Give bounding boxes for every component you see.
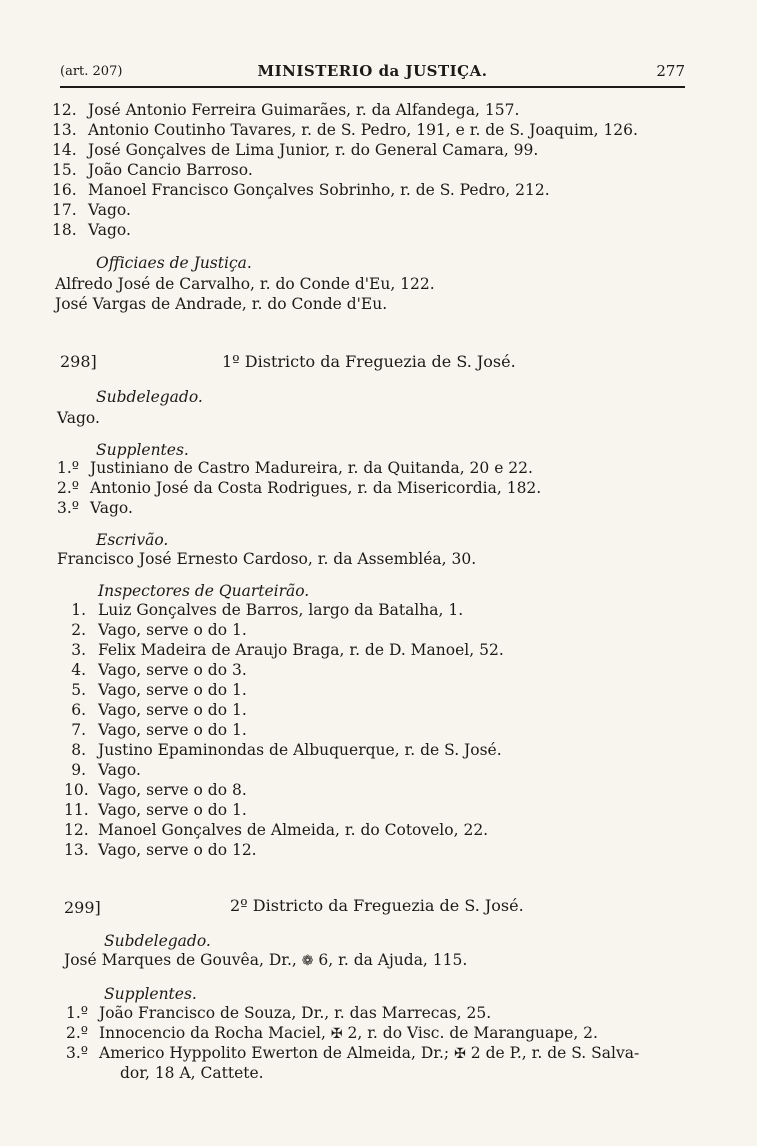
list-item: 8. Justino Epaminondas de Albuquerque, r. de S. José.: [71, 741, 502, 759]
list-item: 1. Luiz Gonçalves de Barros, largo da Batalha, 1.: [71, 601, 464, 619]
section-number: 298]: [60, 352, 97, 371]
list-item: 13. Vago, serve o do 12.: [64, 841, 257, 859]
list-item-continuation: dor, 18 A, Cattete.: [120, 1064, 264, 1082]
list-item: 2. Vago, serve o do 1.: [71, 621, 247, 639]
section-title: 2º Districto da Freguezia de S. José.: [230, 896, 524, 915]
officiaes-heading: Officiaes de Justiça.: [96, 254, 252, 272]
list-item: 4. Vago, serve o do 3.: [71, 661, 247, 679]
officiaes-line: José Vargas de Andrade, r. do Conde d'Eu.: [55, 295, 388, 313]
subdelegado-name: Vago.: [57, 409, 100, 427]
header-rule: [60, 86, 685, 88]
inspectores-heading: Inspectores de Quarteirão.: [98, 582, 310, 600]
subdelegado-name: José Marques de Gouvêa, Dr., ❁ 6, r. da Ajuda, 115.: [64, 951, 468, 969]
order-rose-icon: ❁: [301, 953, 314, 969]
list-item: 3. Felix Madeira de Araujo Braga, r. de D. Manoel, 52.: [71, 641, 504, 659]
section-number: 299]: [64, 898, 101, 917]
list-item: 2.º Antonio José da Costa Rodrigues, r. da Misericordia, 182.: [57, 479, 542, 497]
list-item: 9. Vago.: [71, 761, 141, 779]
list-item: 5. Vago, serve o do 1.: [71, 681, 247, 699]
escrivao-heading: Escrivão.: [96, 531, 169, 549]
list-item: 15. João Cancio Barroso.: [52, 161, 253, 179]
subdelegado-heading: Subdelegado.: [104, 932, 211, 950]
page-number: 277: [656, 62, 685, 80]
list-item: 3.º Americo Hyppolito Ewerton de Almeida, Dr.; ✠ 2 de P., r. de S. Salva-: [66, 1044, 640, 1062]
list-item: 2.º Innocencio da Rocha Maciel, ✠ 2, r. do Visc. de Maranguape, 2.: [66, 1024, 598, 1042]
running-title: MINISTERIO da JUSTIÇA.: [257, 62, 488, 80]
subdelegado-heading: Subdelegado.: [96, 388, 203, 406]
supplentes-heading: Supplentes.: [96, 441, 189, 459]
list-item: 3.º Vago.: [57, 499, 133, 517]
officiaes-line: Alfredo José de Carvalho, r. do Conde d'Eu, 122.: [55, 275, 435, 293]
list-item: 1.º Justiniano de Castro Madureira, r. da Quitanda, 20 e 22.: [57, 459, 533, 477]
list-item: 7. Vago, serve o do 1.: [71, 721, 247, 739]
page-header: [60, 62, 685, 86]
list-item: 1.º João Francisco de Souza, Dr., r. das Marrecas, 25.: [66, 1004, 492, 1022]
section-title: 1º Districto da Freguezia de S. José.: [222, 352, 516, 371]
list-item: 10. Vago, serve o do 8.: [64, 781, 247, 799]
list-item: 14. José Gonçalves de Lima Junior, r. do General Camara, 99.: [52, 141, 539, 159]
article-reference: (art. 207): [60, 64, 123, 79]
supplentes-heading: Supplentes.: [104, 985, 197, 1003]
order-cross-icon: ✠: [330, 1026, 343, 1042]
list-item: 12. José Antonio Ferreira Guimarães, r. da Alfandega, 157.: [52, 101, 520, 119]
list-item: 17. Vago.: [52, 201, 131, 219]
list-item: 6. Vago, serve o do 1.: [71, 701, 247, 719]
list-item: 12. Manoel Gonçalves de Almeida, r. do Cotovelo, 22.: [64, 821, 489, 839]
escrivao-name: Francisco José Ernesto Cardoso, r. da Assembléa, 30.: [57, 550, 477, 568]
list-item: 13. Antonio Coutinho Tavares, r. de S. Pedro, 191, e r. de S. Joaquim, 126.: [52, 121, 638, 139]
list-item: 16. Manoel Francisco Gonçalves Sobrinho, r. de S. Pedro, 212.: [52, 181, 550, 199]
list-item: 18. Vago.: [52, 221, 131, 239]
order-cross-icon: ✠: [454, 1046, 466, 1062]
list-item: 11. Vago, serve o do 1.: [64, 801, 247, 819]
